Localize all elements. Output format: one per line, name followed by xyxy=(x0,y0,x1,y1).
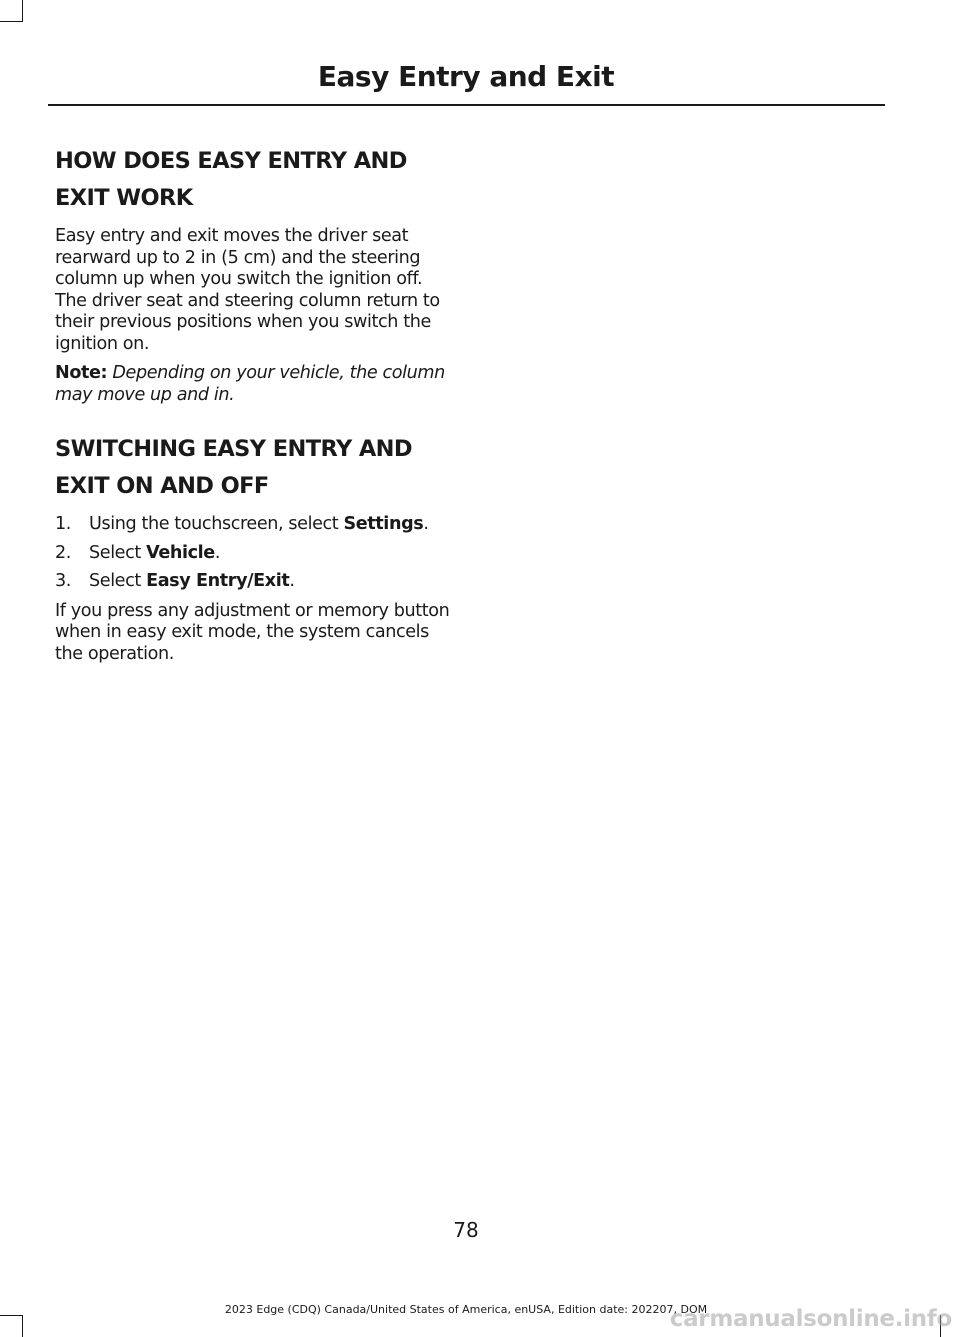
step-suffix: . xyxy=(423,514,429,534)
page-number: 78 xyxy=(453,1218,479,1242)
heading-line: SWITCHING EASY ENTRY AND xyxy=(55,436,412,462)
note-label: Note: xyxy=(55,363,108,383)
crop-mark-bottom-left xyxy=(0,1315,23,1316)
heading-line: HOW DOES EASY ENTRY AND xyxy=(55,148,407,174)
step-text: Using the touchscreen, select xyxy=(89,514,344,534)
crop-mark-top-left xyxy=(22,0,23,22)
step-suffix: . xyxy=(289,571,295,591)
crop-mark-bottom-left xyxy=(22,1315,23,1337)
step-item xyxy=(55,543,450,565)
note-text: Depending on your vehicle, the column may move up and in. xyxy=(55,363,445,405)
heading-line: EXIT WORK xyxy=(55,185,193,211)
crop-mark-top-left xyxy=(0,21,23,22)
step-number: 2. xyxy=(55,542,71,563)
menu-option-easy-entry-exit: Easy Entry/Exit xyxy=(146,571,290,591)
note xyxy=(55,363,450,406)
step-number: 1. xyxy=(55,514,71,534)
closing-paragraph: If you press any adjustment or memory button when in easy exit mode, the system cancels the operation. xyxy=(55,600,450,664)
section-heading-switching xyxy=(55,431,450,505)
step-suffix: . xyxy=(214,542,221,563)
steps-list xyxy=(55,514,450,593)
step-item xyxy=(55,571,450,593)
header-divider xyxy=(48,104,885,106)
step-item xyxy=(55,514,450,536)
step-number: 3. xyxy=(55,571,71,591)
watermark: carmanualsonline.info xyxy=(669,1306,952,1332)
heading-line: EXIT ON AND OFF xyxy=(55,473,269,499)
step-text: Select xyxy=(89,542,147,563)
section-body: Easy entry and exit moves the driver seat rearward up to 2 in (5 cm) and the steering column up when you switch the ignition off. The driver seat and steering column return to their previous positions when you switch the ignition on. xyxy=(55,226,440,354)
page-header-title: Easy Entry and Exit xyxy=(317,60,615,93)
step-text: Select xyxy=(89,571,147,591)
footer-edition-info: 2023 Edge (CDQ) Canada/United States of America, enUSA, Edition date: 202207, DOM xyxy=(224,1303,708,1316)
menu-option-vehicle: Vehicle xyxy=(146,542,215,563)
section-heading-how-it-works xyxy=(55,143,450,217)
content-column xyxy=(55,143,450,665)
menu-option-settings: Settings xyxy=(343,514,424,534)
